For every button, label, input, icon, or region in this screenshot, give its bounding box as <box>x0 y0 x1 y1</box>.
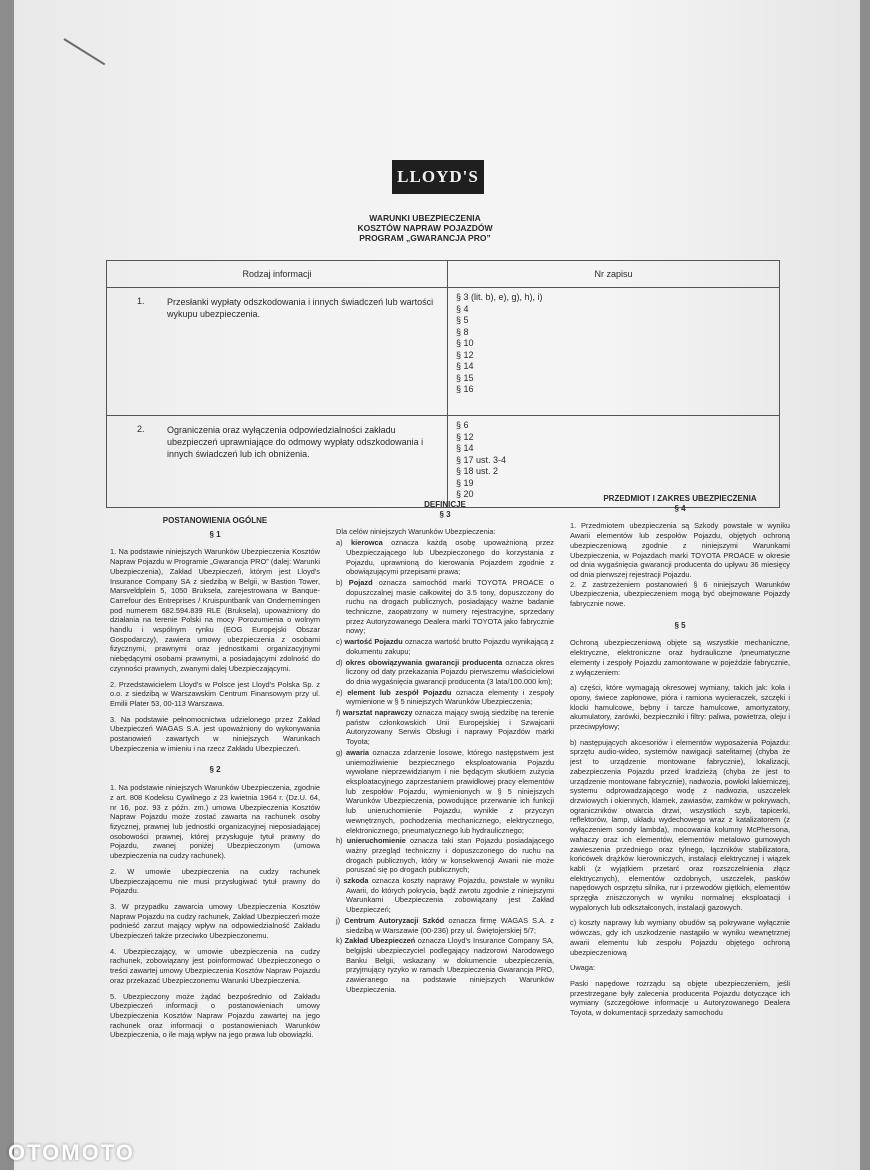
section-heading: DEFINICJE <box>424 500 466 509</box>
def-letter: d) <box>336 657 343 667</box>
definition-item <box>336 708 554 747</box>
ref: § 20 <box>456 489 474 499</box>
def-text: oznacza samochód marki TOYOTA PROACE o dopuszczalnej masie całkowitej do 3.5 tony, dopuszczony do ruchu na drogach publicznych, posiadający ważne badanie techniczne, zaopatrzony w numery rejestracyjne, sprzedany przez Autoryzowanego Dealera marki TOYOTA jako fabrycznie nowy; <box>346 577 554 636</box>
ref: § 10 <box>456 338 474 348</box>
ref: § 12 <box>456 349 474 360</box>
def-term: element lub zespół Pojazdu <box>347 687 452 697</box>
def-text: oznacza wartość brutto Pojazdu wynikającą z dokumentu zakupu; <box>346 637 554 656</box>
paragraph: Ochroną ubezpieczeniową objęte są wszystkie mechaniczne, elektryczne, elektroniczne oraz hydrauliczne /pneumatyczne elementy i zespoły Pojazdu zamontowane w pojeździe fabrycznie, z wyłączeniem: <box>570 638 790 677</box>
table-cell <box>107 288 448 416</box>
paragraph: 2. Przedstawicielem Lloyd's w Polsce jest Lloyd's Polska Sp. z o.o. z siedzibą w Warszawskim Centrum Finansowym przy ul. Emilii Plater 53, 00-113 Warszawa. <box>110 679 320 708</box>
def-text: oznacza każdą osobę upoważnioną przez Ubezpieczającego lub Ubezpieczonego do korzystania z Pojazdu, uprawnioną do kierowania Pojazdem zgodnie z obowiązującymi przepisami prawa; <box>346 538 554 577</box>
row-description: Przesłanki wypłaty odszkodowania i innych świadczeń lub wartości wykupu ubezpieczenia. <box>167 297 434 319</box>
ref: § 4 <box>456 303 469 314</box>
title-line: PROGRAM „GWARANCJA PRO” <box>359 233 491 243</box>
definition-item <box>336 876 554 915</box>
ref: § 15 <box>456 372 474 383</box>
paragraph: b) następujących akcesoriów i elementów wyposażenia Pojazdu: sprzętu audio-wideo, systemów nawigacji satelitarnej (chyba że jest to urządzenie montowane fabrycznie), lokalizacji, zabezpieczenia Pojazdu przed kradzieżą (chyba że jest to urządzenie montowane fabrycznie), nadwozia, powłoki lakierniczej, systemu odprowadzającego wodę z nadwozia, uszczelek drzwiowych i okiennych, klamek, zawiasów, zamków w pokrywach, ograniczników otwarcia drzwi, wszystkich szyb, tapicerki, reflektorów, lamp, układu wydechowego wraz z katalizatorem (z wyłączeniem sondy lambda), mocowania kolumny McPhersona, wahaczy oraz ich elementów, elementów metalowo gumowych zawieszenia przedniego oraz tylnego, łączników stabilizatora, końcówek drążków kierowniczych, instalacji elektrycznej i wiązek kabli (z wyjątkiem przetarć oraz rozszczelnienia złącz elektrycznych), elementów ozdobnych, uszczelek, pasków napędowych osprzętu silnika, rur i przewodów giętkich, elementów sprzęgła zniszczonych w wyniku normalnej eksploatacji i wypalonych lub odkształconych, instalacji gazowych. <box>570 737 790 912</box>
paragraph: 1. Na podstawie niniejszych Warunków Ubezpieczenia Kosztów Napraw Pojazdu w Programie „Gwarancja PRO” (dalej: Warunki Ubezpieczenia), Zakład Ubezpieczeń, którym jest Lloyd's Insurance Company SA z siedzibą w Belgii, w Bastion Tower, Marsveldplein 5, 1050 Bruksela, zarejestrowana w Banque-Carrefour des Entreprises / Kruispuntbank van Ondernemingen pod numerem 682.594.839 RLE (Bruksela), upoważniony do działania na terenie Polski na mocy Porozumienia o wolnym handlu i wspólnym rynku (EOG Europejski Obszar Gospodarczy), zawiera umowy ubezpieczenia z osobami fizycznymi, prawnymi oraz jednostkami organizacyjnymi niebędącymi osobami prawnymi, a posiadającymi zdolność do czynności prawnych, zwanymi dalej Ubezpieczającymi. <box>110 547 320 673</box>
def-letter: f) <box>336 708 341 718</box>
ref: § 18 ust. 2 <box>456 466 499 476</box>
definition-item <box>336 578 554 636</box>
ref: § 14 <box>456 361 474 371</box>
def-text: oznacza taki stan Pojazdu posiadającego ważny przegląd techniczny i dopuszczonego do ruchu na drogach publicznych, który w konsekwencji Awarii nie może poruszać się po drogach publicznych; <box>346 836 554 875</box>
definition-item <box>336 836 554 875</box>
table-header: Nr zapisu <box>448 261 780 288</box>
paragraph: 5. Ubezpieczony może żądać bezpośrednio od Zakładu Ubezpieczeń informacji o postanowieniach umowy Ubezpieczenia Kosztów Napraw Pojazdu zawartej na jego rachunek oraz informacji o postanowieniach Warunków Ubezpieczenia, o ile mają wpływ na jego prawa lub obowiązki. <box>110 991 320 1040</box>
def-term: Centrum Autoryzacji Szkód <box>344 915 445 925</box>
paragraph: c) koszty naprawy lub wymiany obudów są pokrywane wyłącznie wówczas, gdy ich uszkodzenie nastąpiło w wyniku wewnętrznej awarii elementu lub zespołu Pojazdu objętego ochroną ubezpieczeniową <box>570 918 790 957</box>
paragraph-mark: § 3 <box>439 509 451 519</box>
ref: § 3 (lit. b), e), g), h), i) <box>456 292 543 302</box>
section-heading: PRZEDMIOT I ZAKRES UBEZPIECZENIA <box>603 494 757 503</box>
def-text: oznacza koszty naprawy Pojazdu, powstałe w wyniku Awarii, do których pokrycia, bądź zwrotu zgodnie z niniejszymi Warunkami Ubezpieczenia zobowiązany jest Zakład Ubezpieczeń; <box>346 876 554 915</box>
ref: § 16 <box>456 384 474 394</box>
column-definitions <box>336 500 554 995</box>
otomoto-watermark: OTOMOTO <box>8 1140 135 1165</box>
document-title <box>300 213 550 243</box>
def-letter: a) <box>336 538 343 548</box>
def-text: oznacza Lloyd's Insurance Company SA, belgijski ubezpieczyciel podlegający nadzorowi Narodowego Banku Belgii, wskazany w dokumencie ubezpieczenia, przyjmujący ryzyko w ramach Ubezpieczenia Gwarancja PRO, zawieranego na podstawie niniejszych Warunków Ubezpieczenia. <box>346 936 554 994</box>
def-letter: b) <box>336 577 343 587</box>
def-text: oznacza okres liczony od daty przekazania Pojazdu pierwszemu właścicielowi do dnia wygaśnięcia gwarancji producenta (3 lata/100.000 km); <box>346 657 554 686</box>
def-text: oznacza elementy i zespoły wymienione w § 5 niniejszych Warunków Ubezpieczenia; <box>346 687 554 707</box>
paragraph-mark: § 1 <box>209 529 221 539</box>
column-general-provisions <box>110 516 320 1046</box>
paragraph: 3. W przypadku zawarcia umowy Ubezpieczenia Kosztów Napraw Pojazdu na cudzy rachunek, Zakład Ubezpieczeń może podnieść zarzut mający wpływ na odpowiedzialność Zakładu Ubezpieczeń także przeciwko Ubezpieczonemu. <box>110 901 320 941</box>
def-letter: i) <box>336 876 341 886</box>
def-term: Pojazd <box>348 577 373 587</box>
definition-item <box>336 658 554 687</box>
definition-item <box>336 688 554 707</box>
row-number: 2. <box>137 424 145 434</box>
paragraph-mark: § 2 <box>209 765 221 775</box>
ref: § 5 <box>456 315 469 325</box>
table-cell <box>107 416 448 508</box>
paragraph: 2. W umowie ubezpieczenia na cudzy rachunek Ubezpieczającemu nie musi przysługiwać tytuł prawny do Pojazdu. <box>110 866 320 896</box>
row-number: 1. <box>137 296 145 306</box>
ref: § 14 <box>456 443 474 453</box>
ref: § 8 <box>456 326 469 337</box>
paragraph-mark: § 5 <box>674 620 686 630</box>
definition-item <box>336 637 554 656</box>
title-line: KOSZTÓW NAPRAW POJAZDÓW <box>357 223 493 233</box>
column-scope <box>570 494 790 1024</box>
def-letter: g) <box>336 747 343 757</box>
def-letter: e) <box>336 687 343 697</box>
def-letter: h) <box>336 836 343 846</box>
def-term: okres obowiązywania gwarancji producenta <box>345 657 503 667</box>
table-row <box>107 288 780 416</box>
paragraph: a) części, które wymagają okresowej wymiany, takich jak: koła i opony, świece zapłonowe, pióra i ramiona wycieraczek, szczęki i klocki hamulcowe, bębny i tarcze hamulcowe, amortyzatory, akumulatory, żarówki, bezpieczniki i filtry: paliwa, powietrza, oleju i przeciwpyłowy; <box>570 683 790 732</box>
ref: § 6 <box>456 420 469 430</box>
definition-item <box>336 916 554 935</box>
ref: § 19 <box>456 477 474 488</box>
paragraph: Paski napędowe rozrządu są objęte ubezpieczeniem, jeśli przestrzegane były zalecenia producenta Pojazdu dotyczące ich wymiany (szczegółowe informacje u Autoryzowanego Dealera Toyota, w dokumentacji sprzedaży samochodu <box>570 978 790 1018</box>
paragraph: Dla celów niniejszych Warunków Ubezpieczenia: <box>336 527 496 537</box>
def-term: unieruchomienie <box>346 836 406 846</box>
row-description: Ograniczenia oraz wyłączenia odpowiedzialności zakładu ubezpieczeń uprawniające do odmowy wypłaty odszkodowania i innych świadczeń lub ich obniżenia. <box>167 425 424 459</box>
def-letter: k) <box>336 936 343 946</box>
def-term: szkoda <box>343 876 369 886</box>
definition-item <box>336 936 554 994</box>
ref: § 12 <box>456 431 474 442</box>
title-line: WARUNKI UBEZPIECZENIA <box>369 213 481 223</box>
def-text: oznacza firmę WAGAS S.A. z siedzibą w Warszawie (00-236) przy ul. Świętojerskiej 5/7; <box>346 915 554 935</box>
def-term: Zakład Ubezpieczeń <box>344 936 416 946</box>
paragraph: 3. Na podstawie pełnomocnictwa udzielonego przez Zakład Ubezpieczeń WAGAS S.A. jest upoważniony do wykonywania postanowień zawartych w niniejszych Warunkach Ubezpieczenia w imieniu i na rzecz Zakładu Ubezpieczeń. <box>110 714 320 753</box>
def-term: wartość Pojazdu <box>344 637 403 647</box>
information-index-table <box>106 260 780 508</box>
paragraph-mark: § 4 <box>674 503 686 513</box>
pen-mark <box>63 38 105 65</box>
table-cell <box>448 288 780 416</box>
section-heading: POSTANOWIENIA OGÓLNE <box>162 516 268 525</box>
paragraph: Uwaga: <box>570 963 596 973</box>
paragraph: 1. Przedmiotem ubezpieczenia są Szkody powstałe w wyniku Awarii elementów lub zespołów Pojazdu, objętych ochroną ubezpieczeniową zgodnie z niniejszymi Warunkami Ubezpieczenia, w Pojazdach marki TOYOTA PROACE w okresie od dnia wygaśnięcia gwarancji producenta do upływu 36 miesięcy od dnia pierwszej rejestracji Pojazdu. <box>570 521 790 579</box>
def-letter: j) <box>336 915 341 925</box>
paragraph: 2. Z zastrzeżeniem postanowień § 6 niniejszych Warunków Ubezpieczenia, ubezpieczeniem mogą być obejmowane Pojazdy fabrycznie nowe. <box>570 579 790 609</box>
paragraph: 4. Ubezpieczający, w umowie ubezpieczenia na cudzy rachunek, zobowiązany jest poinformować Ubezpieczonego o treści zawartej umowy Ubezpieczenia Kosztów Napraw Pojazdu oraz przekazać Ubezpieczonemu Warunki Ubezpieczenia. <box>110 946 320 985</box>
lloyds-logo: LLOYD'S <box>392 160 484 194</box>
def-term: warsztat naprawczy <box>342 708 413 718</box>
def-term: kierowca <box>351 538 383 548</box>
paragraph: 1. Na podstawie niniejszych Warunków Ubezpieczenia, zgodnie z art. 808 Kodeksu Cywilnego z 23 kwietnia 1964 r. (Dz.U. 64, nr 16, poz. 93 z późn. zm.) umowa Ubezpieczenia Kosztów Napraw Pojazdu może zostać zawarta na rachunek osoby fizycznej, prawnej lub jednostki organizacyjnej nieposiadającej osobowości prawnej, której przysługuje tytuł prawny do Pojazdu, zwanej poniżej Ubezpieczonym (umowa ubezpieczenia na cudzy rachunek). <box>110 783 320 861</box>
definition-item <box>336 538 554 577</box>
def-letter: c) <box>336 637 343 647</box>
def-text: oznacza mający swoją siedzibę na terenie państw członkowskich Unii Europejskiej i Szwajcarii Autoryzowany Serwis Obsługi i naprawy Pojazdów marki Toyota; <box>346 708 554 747</box>
def-term: awaria <box>346 747 370 757</box>
definition-item <box>336 748 554 835</box>
ref: § 17 ust. 3-4 <box>456 454 507 465</box>
def-text: oznacza zdarzenie losowe, którego następstwem jest uniemożliwienie bezpiecznego eksploatowania Pojazdu wywołane nieprzewidzianym i nie będącym skutkiem zużycia eksploatacyjnego zaprzestaniem prawidłowej pracy elementów lub zespołów Pojazdu, wymienionych w § 5 niniejszych Warunków Ubezpieczenia, powodujące przerwanie ich funkcji lub unieruchomienie Pojazdu, wynikłe z przyczyn wewnętrznych, pochodzenia mechanicznego, elektrycznego, elektronicznego, pneumatycznego lub hydraulicznego; <box>346 747 554 835</box>
table-header: Rodzaj informacji <box>107 261 448 288</box>
